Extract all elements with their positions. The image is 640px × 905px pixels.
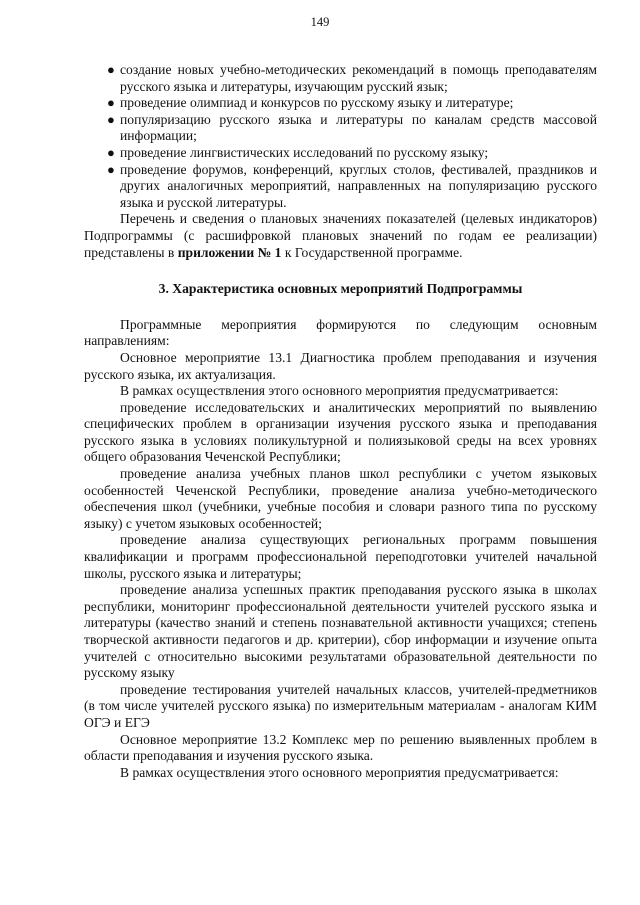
page-body <box>84 62 597 781</box>
indicators-text-before: Перечень и сведения о плановых значениях показателей (целевых индикаторов) Подпрограммы (с расшифровкой плановых значений по годам ее реализации) представлены в <box>84 211 597 260</box>
paragraph: проведение анализа учебных планов школ республики с учетом языковых особенностей Чеченской Республики, проведение анализа учебно-методического обеспечения школ (учебники, учебные пособия и словари разного типа по русскому языку) с учетом языковых особенностей; <box>84 466 597 531</box>
list-item <box>84 95 597 112</box>
paragraph: В рамках осуществления этого основного мероприятия предусматривается: <box>120 383 559 399</box>
list-item-text: проведение лингвистических исследований по русскому языку; <box>120 144 489 160</box>
bullet-icon: ● <box>107 161 115 177</box>
indicators-text-after: к Государственной программе. <box>281 244 463 260</box>
paragraph: проведение исследовательских и аналитических мероприятий по выявлению специфических проблем в организации изучения русского языка и преподавания русского языка в условиях поликультурной и полиязыковой среды на всех уровнях общего образования Чеченской Республики; <box>84 399 597 465</box>
bullet-icon: ● <box>107 62 115 77</box>
bullet-icon: ● <box>107 95 115 111</box>
list-item-text: проведение форумов, конференций, круглых столов, фестивалей, праздников и других аналогичных мероприятий, направленных на популяризацию русского языка и русской литературы. <box>120 161 597 210</box>
section-heading: 3. Характеристика основных мероприятий Подпрограммы <box>158 281 523 297</box>
list-item <box>84 112 597 145</box>
page-number: 149 <box>310 15 330 29</box>
list-item-text: популяризацию русского языка и литературы по каналам средств массовой информации; <box>120 111 597 144</box>
list-item-text: создание новых учебно-методических рекомендаций в помощь преподавателям русского языка и литературы, изучающим русский язык; <box>120 62 597 94</box>
paragraph: проведение анализа существующих региональных программ повышения квалификации и программ профессиональной переподготовки учителей начальной школы, русского языка и литературы; <box>84 532 597 581</box>
list-item <box>84 62 597 95</box>
paragraph: Основное мероприятие 13.2 Комплекс мер по решению выявленных проблем в области преподавания и изучения русского языка. <box>84 731 597 764</box>
appendix-reference: приложении № 1 <box>177 244 282 260</box>
paragraph: Основное мероприятие 13.1 Диагностика проблем преподавания и изучения русского языка, их актуализация. <box>84 349 597 382</box>
bullet-icon: ● <box>107 111 115 127</box>
paragraph: проведение тестирования учителей начальных классов, учителей-предметников (в том числе учителей русского языка) по измерительным материалам - аналогам КИМ ОГЭ и ЕГЭ <box>84 681 597 730</box>
paragraph: проведение анализа успешных практик преподавания русского языка в школах республики, мониторинг профессиональной деятельности учителей русского языка и литературы (качество знаний и степень познавательной активности учащихся; степень творческой активности педагогов и др. критерии), сбор информации и изучение опыта учителей с относительно высокими результатами образовательной деятельности по русскому языку <box>84 582 597 681</box>
paragraph: В рамках осуществления этого основного мероприятия предусматривается: <box>120 764 559 780</box>
list-item <box>84 145 597 162</box>
bullet-icon: ● <box>107 144 115 160</box>
list-item <box>84 162 597 212</box>
list-item-text: проведение олимпиад и конкурсов по русскому языку и литературе; <box>120 95 514 111</box>
indicators-paragraph <box>84 211 597 261</box>
paragraph: Программные мероприятия формируются по следующим основным направлениям: <box>84 316 597 349</box>
bullet-list <box>84 62 597 211</box>
